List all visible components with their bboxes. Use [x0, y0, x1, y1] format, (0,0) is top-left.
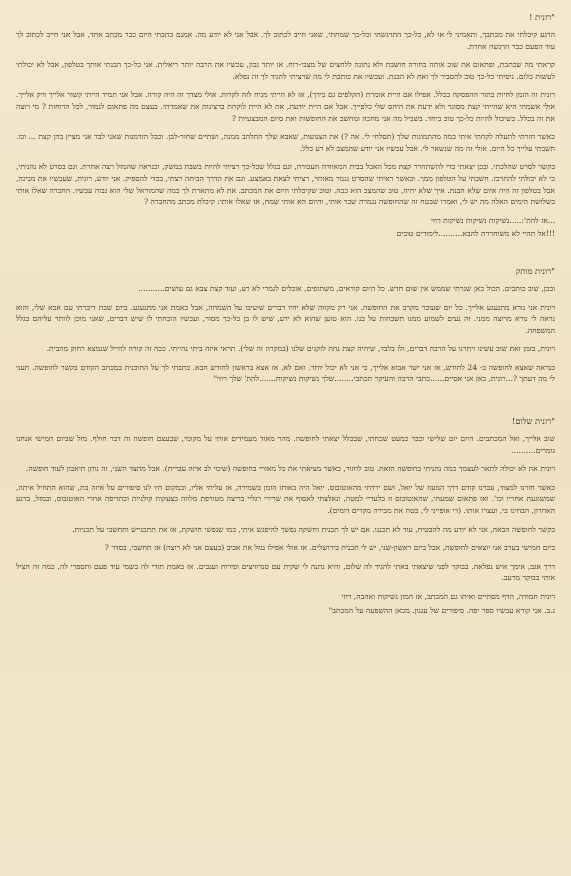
letter-separator: [16, 242, 555, 266]
letter-1: [16, 12, 555, 240]
letter-1-paragraph: בקשר לסרט שהלכתי. ובכן יצאתי כדי להשתחרר קצת מכל האבל בבית המאוורה העכורה, וגם בגלל שכל-כך רציתי להיות בשבת במשק, וכנראה שהמזל רצה אחרת. וגם בסרט לא נהניתי, כי לא יכולתי להתרכז. חשבתי על הטלפון ממך. וכאשר ראיתי שהסרט נגמר מאוחר, רציתי לצאת באמצע. וגם את הדרך הביתה רצתי, בכדי להספיק. אני יודע, רונית, שעכשיו את מבינה, אבל בטלפון זה היה איום שלא הבנת. איך שלא יהיה, טוב שהמצב הוא ככה. וטוב שקיבלתי היום את המכתב. את לא מתארת לך כמה שהמוראל שלי הוא גבוה עכשיו. החברה שאלו אותי בשלושת הימים האלה מה יש לי, ואמרו שבטח זה שהחופשה נגמרה שבר אותי, והיום הא אותי שמח, אז שאלו אותי: קיבלת מכתב מהחברה ?: [16, 162, 555, 207]
letter-1-paragraph: רונית זה הזמן לחיות בתור ההפסקה בכלל. אפילו אם היית אומרת (הקלפים גם בידך), אז לא הייתי מגיח לזה לקרות. אולי מצדך זה היה קורה. אבל אני תמיד הייתי קשור אלייך ורק אלייך. אולי אשמתי היא שהייתי קצת מסוגר ולא ידעת את היחס שלי כלפייך. אבל אם היית יודעת, את לא היית לוקחת ברצינות את שאמרתי. בעצם מה פתאום לגמור, לכל הרוחות ? מי רוצה את זה בכלל. כשיכול להיות כל-כך טוב ביחד. בשביל מה אני מחכה ומחשב את החופשות ואת סיום המבצעיות ?: [16, 90, 555, 123]
letter-3-postscript: נ.ב. אני קורא עכשיו ספר יפה. סיפורים של עגנון. מכאן ההשפעה על המכתב": [328, 605, 555, 615]
letter-2-paragraph: כנראה שאצא לחופשה ב- 24 לחודש, אז אני ישר אבוא אלייך, כי אני לא יכול יותר. ואם לא, אז אצא בראשון לחודש הבא. כתבתי לך על התוכנית במכתב הקודם בקשר לחופשה. תעני לי מה דעתך ?...רונית, כאן אני אסיים......כתבי הרבה והעיקר תכתבי........שלך נשיקות נשיקות.......להת' שלך רוזי": [16, 362, 555, 384]
letter-3-paragraph: ביום חמישי בערב אנו יוצאים לחופשה, אבל ביום ראשון-שני, יש לי תכנית בירושלים. אז אולי אפילו נגזל את אביב (בעצם אני לא רוצה) אז תחשבי, בסדר ?: [104, 543, 555, 553]
letter-1-salutation: "רונית !: [529, 12, 555, 22]
letter-3-paragraph: בקשר לחופשה הבאה, אני לא יודע מה להבטיח, עוד לא תכננו. אם יש לך תכנית וחשקה נפשך להיפגש איתי, כמו שנפשי חושקת, אז את תתכנייש ותחשבי על תכניות.: [72, 524, 555, 534]
letter-1-postscript: !!!אל תהיי לא משוחררת להבא..........לימודים טובים: [396, 229, 555, 239]
letter-1-paragraph: קראתי מה שכתבת, ופתאום את שוב אותה בחורה חושבת ולא נתונה ללחצים של מצבי-רוח. או יותר נכון, עכשיו את הרבה יותר ריאלית. אני כל-כך הבנתי אותך בטלפון, אבל לא יכולתי לעשות כלום. ניסיתי כל-כך טוב להסביר לך ואת לא הבנת. ועכשיו את כותבת לי מה שרציתי להגיד לך זה נפלא.: [16, 60, 555, 81]
letter-3-closing: רונית חמודה, הדף מסתיים ואיתו גם המכתב, אז המון נשיקות ואהבה, רוזי: [341, 592, 555, 601]
letter-2-paragraph: רונית אני נורא מתגעגע אלייך. כל יום שעובר מקרב את החופשה. אני רק מקווה שלא יהיו דברים שיעיבו על השמחה, אבל באמת אני מתגעגע. ביום שבת דיברתי עם אבא שלי, והוא נראה לי נורא מרוצה ממני. זה נעים לשמוע ממנו תשבחות על בנו. הוא טוען שהוא לא ידע, שיש לו בן כל-כך מסור, ועכשיו הוכחתי לו שיש דברים, שאני מוכן לוותר עליהם בגלל המשפחה.: [16, 302, 555, 335]
letter-separator: [16, 392, 555, 416]
letter-3-paragraph: דרך אגב, אימך איש נפלאה. בבוקר לפני שיצאתי באתי להגיד לה שלום, והיא נתנה לי שקית עם סנדוויצים ופירות וענבים. אז באמת תודי לה בשמי עוד פעם ותספרי לה, כמה זה הציל אותי בבוקר מרעב.: [16, 561, 555, 583]
letter-2: [16, 266, 555, 385]
letter-3-paragraph: שוב אלייך, ואל המכתבים. היום יום שלישי וכבר כמעט שכחתי, שבכלל יצאתי לחופשה. מהר מאוד מעמידים אותי על מקומי, שבעצם חופשה זה דבר חולף. מזל שביום חמישי אנחנו גומרים..........: [16, 434, 555, 455]
letter-3: [16, 416, 555, 616]
letter-2-salutation: "רונית מותק: [515, 265, 555, 276]
letter-3-paragraph: רונית את לא יכולה לתאר לעצמך כמה נהניתי בחופשה הזאת. טוב לחזור, כאשר מציאתי את כל מאוויי בחופשה (שימי לב איזה עברית). אבל מהצד השני, זה נותן תיאבון לעוד חופשה.: [25, 464, 555, 474]
letter-2-paragraph: רונית, בזמן זאת שוב עשינו ויתרנו על הרבה דברים, ולו בלבד, שיהיה קצת נחת לזקנים שלנו (במקרה זה שלי). תראי איזה ביתי נהייתי. ככה זה קורה לחייל שנמצא רחוק מהבית.: [46, 344, 555, 354]
letter-1-closing: ...אז להת':.....נשיקות נשיקות נשיקות רוזי: [430, 215, 555, 225]
letter-3-paragraph: כאשר חזרנו למצוד, עברנו קודם דרך המעוז של יואל, ושם ירדתי מהאוטובוס. יואל היה באותו הזמן בשמירה, אז עליתי אליו, ובמקום היו לנו סיפורים על איזה בת, שהוא התחיל איתה, שמשוגעת אחריו וכו'. ואז פתאום שמעתי, שהאוטובוס זז בלעדיי למטה, ונאלצתי לאסוף את שרירי רגליי בריצה מטורפת מלווה בצעקות קולניות ובחדיפה אחרי האוטובוס, ובמזל, ברגע האחרון, הבחינו בי, ועצרו אותו. (די אופייני לי, בטח את מכירה מקרים דומים).: [16, 482, 555, 516]
letter-1-paragraph: כאשר חזרתי לתעלה לקחתי איתי כמה מהתמונות שלך (תסלחי לי. אה ?) את הצנועות, שאבא שלך התלהב ממנה, ושתיים שחור-לבן. וכבל הזדמנות שאני לבד אני מציץ בהן קצת ... וכו. חשבתי עלייך כל היום. אולי זה מה שנשאר לי. אבל עכשיו אני יודע שהמצב לא רע כלל.: [16, 132, 555, 153]
letter-3-salutation: "רונית שלום!: [512, 416, 555, 427]
letter-2-paragraph: ובכן, שוב כותבים. הכול כאן שגרתי שממש אין שום חדש. כל היום קוראים, משתזפים, אוכלים לגמרי לא רע, ועוד קצת צבא גם עושים...........: [138, 283, 555, 293]
letter-1-paragraph: הרגע קיבלתי את מכתבך, ותאמיני לי או לא, כל-כך התרגשתי וכל-כך שמחתי, שאני חייב לכתוב לך. אבל אני לא יודע מה. אמנם כתבתי היום כבר מכתב אחד, אבל אני חייב לכתוב לך עוד הפעם כבר הרגשה אחרת.: [16, 30, 555, 51]
